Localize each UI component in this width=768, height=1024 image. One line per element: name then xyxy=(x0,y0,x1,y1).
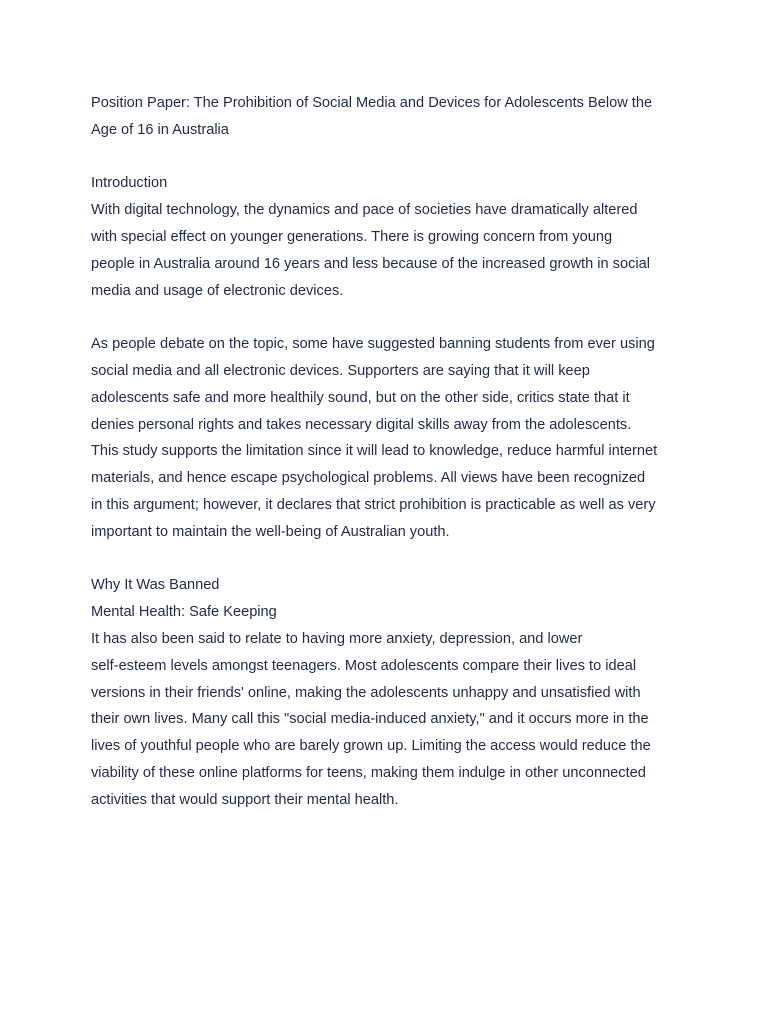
paragraph-line: viability of these online platforms for teens, making them indulge in other unconnected xyxy=(91,764,646,781)
paragraph-line: their own lives. Many call this "social media-induced anxiety," and it occurs more in the xyxy=(91,711,649,728)
paragraph-line: self-esteem levels amongst teenagers. Most adolescents compare their lives to ideal xyxy=(91,657,637,674)
mental-health-paragraph xyxy=(91,626,681,814)
introduction-paragraph-1 xyxy=(91,197,681,304)
paragraph-line: in this argument; however, it declares that strict prohibition is practicable as well as very xyxy=(91,496,656,513)
mental-health-subheading: Mental Health: Safe Keeping xyxy=(91,604,277,621)
paragraph-line: lives of youthful people who are barely grown up. Limiting the access would reduce the xyxy=(91,738,651,755)
introduction-paragraph-2 xyxy=(91,331,681,545)
paragraph-line: social media and all electronic devices. Supporters are saying that it will keep xyxy=(91,362,590,379)
introduction-heading: Introduction xyxy=(91,175,168,192)
paragraph-line: denies personal rights and takes necessary digital skills away from the adolescents. xyxy=(91,416,632,433)
why-banned-heading: Why It Was Banned xyxy=(91,577,220,594)
title-line: Position Paper: The Prohibition of Social Media and Devices for Adolescents Below the xyxy=(91,95,653,111)
paragraph-line: As people debate on the topic, some have suggested banning students from ever using xyxy=(91,336,655,353)
paragraph-line: activities that would support their mental health. xyxy=(91,791,399,808)
paragraph-line: important to maintain the well-being of Australian youth. xyxy=(91,523,450,540)
spacer xyxy=(91,304,681,331)
paragraph-line: With digital technology, the dynamics and pace of societies have dramatically altered xyxy=(91,202,638,219)
paragraph-line: It has also been said to relate to having more anxiety, depression, and lower xyxy=(91,630,583,647)
document-title xyxy=(91,90,681,144)
paragraph-line: materials, and hence escape psychological problems. All views have been recognized xyxy=(91,470,646,487)
title-line: Age of 16 in Australia xyxy=(91,121,229,138)
document-page xyxy=(91,90,681,814)
spacer xyxy=(91,144,681,171)
paragraph-line: media and usage of electronic devices. xyxy=(91,282,344,299)
paragraph-line: people in Australia around 16 years and less because of the increased growth in social xyxy=(91,255,650,272)
spacer xyxy=(91,546,681,573)
paragraph-line: adolescents safe and more healthily sound, but on the other side, critics state that it xyxy=(91,389,630,406)
paragraph-line: This study supports the limitation since it will lead to knowledge, reduce harmful internet xyxy=(91,443,658,460)
paragraph-line: with special effect on younger generations. There is growing concern from young xyxy=(91,228,613,245)
paragraph-line: versions in their friends' online, making the adolescents unhappy and unsatisfied with xyxy=(91,684,641,701)
